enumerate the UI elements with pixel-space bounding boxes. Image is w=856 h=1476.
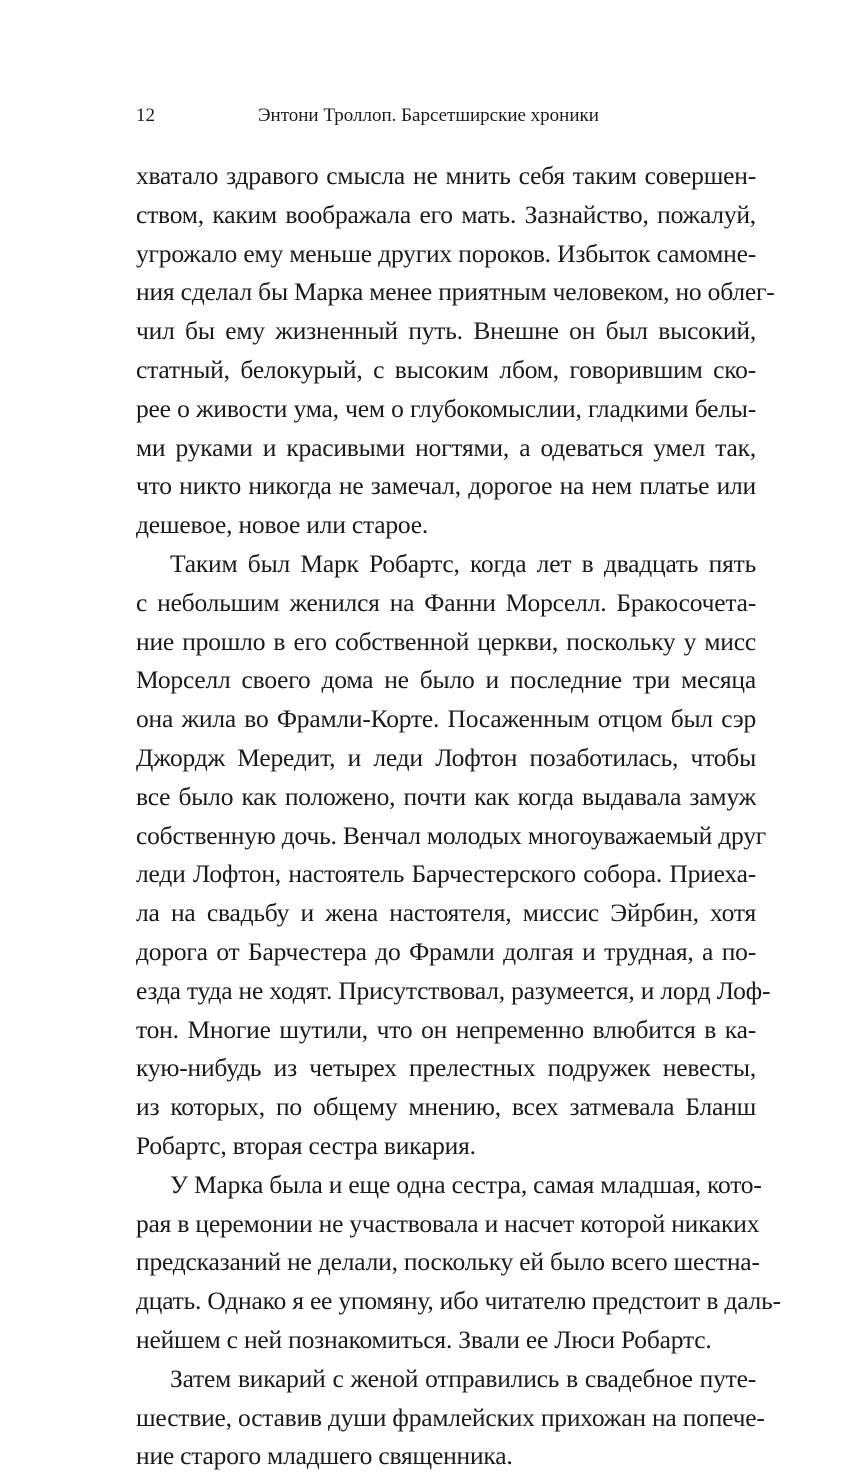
text-line: все было как положено, почти как когда выдавала замуж xyxy=(136,781,756,811)
text-line: Морселл своего дома не было и последние три месяца xyxy=(136,665,756,695)
text-line: Джордж Мередит, и леди Лофтон позаботилась, чтобы xyxy=(136,742,756,772)
paragraph-first-line: Затем викарий с женой отправились в свадебное путе- xyxy=(170,1363,756,1393)
text-line: статный, белокурый, с высоким лбом, говорившим ско- xyxy=(136,354,756,384)
text-line: с небольшим женился на Фанни Морселл. Бракосочета- xyxy=(136,587,756,617)
text-line: леди Лофтон, настоятель Барчестерского собора. Приеха- xyxy=(136,859,756,889)
text-line: из которых, по общему мнению, всех затмевала Бланш xyxy=(136,1092,756,1122)
text-line: езда туда не ходят. Присутствовал, разумеется, и лорд Лоф- xyxy=(136,975,771,1005)
text-line: дорога от Барчестера до Фрамли долгая и трудная, а по- xyxy=(136,936,756,966)
body-text xyxy=(136,157,781,1476)
text-line: ние прошло в его собственной церкви, поскольку у мисс xyxy=(136,626,756,656)
text-line: что никто никогда не замечал, дорогое на нем платье или xyxy=(136,471,756,501)
text-line: собственную дочь. Венчал молодых многоуважаемый друг xyxy=(136,820,767,850)
text-line: ла на свадьбу и жена настоятеля, миссис Эйрбин, хотя xyxy=(136,898,756,928)
text-line: предсказаний не делали, поскольку ей было всего шестна- xyxy=(136,1247,760,1277)
paragraph-last-line: нейшем с ней познакомиться. Звали ее Люси Робартс. xyxy=(136,1324,712,1354)
text-line: хватало здравого смысла не мнить себя таким совершен- xyxy=(136,161,756,190)
text-line: угрожало ему меньше других пороков. Избыток самомне- xyxy=(136,238,756,268)
text-line: рая в церемонии не участвовала и насчет которой никаких xyxy=(136,1208,760,1238)
text-line: ством, каким воображала его мать. Зазнайство, пожалуй, xyxy=(136,199,756,229)
paragraph-first-line: Таким был Марк Робартс, когда лет в двадцать пять xyxy=(170,548,756,578)
text-line: кую-нибудь из четырех прелестных подружек невесты, xyxy=(136,1053,756,1083)
text-line: дцать. Однако я ее упомяну, ибо читателю предстоит в даль- xyxy=(136,1286,781,1316)
text-line: тон. Многие шутили, что он непременно влюбится в ка- xyxy=(136,1014,756,1044)
paragraph-last-line: ние старого младшего священника. xyxy=(136,1441,513,1471)
text-line: она жила во Фрамли-Корте. Посаженным отцом был сэр xyxy=(136,704,756,734)
page-number: 12 xyxy=(136,105,155,126)
paragraph-last-line: дешевое, новое или старое. xyxy=(136,510,429,540)
text-line: шествие, оставив души фрамлейских прихожан на попече- xyxy=(136,1402,765,1432)
paragraph-first-line: У Марка была и еще одна сестра, самая младшая, кото- xyxy=(170,1169,762,1199)
text-line: чил бы ему жизненный путь. Внешне он был высокий, xyxy=(136,316,756,346)
paragraph-last-line: Робартс, вторая сестра викария. xyxy=(136,1130,476,1160)
running-title: Энтони Троллоп. Барсетширские хроники xyxy=(258,105,599,126)
text-line: ния сделал бы Марка менее приятным человеком, но облег- xyxy=(136,277,775,307)
text-line: ми руками и красивыми ногтями, а одеваться умел так, xyxy=(136,432,756,462)
running-header xyxy=(136,101,756,131)
text-line: рее о живости ума, чем о глубокомыслии, гладкими белы- xyxy=(136,393,756,423)
